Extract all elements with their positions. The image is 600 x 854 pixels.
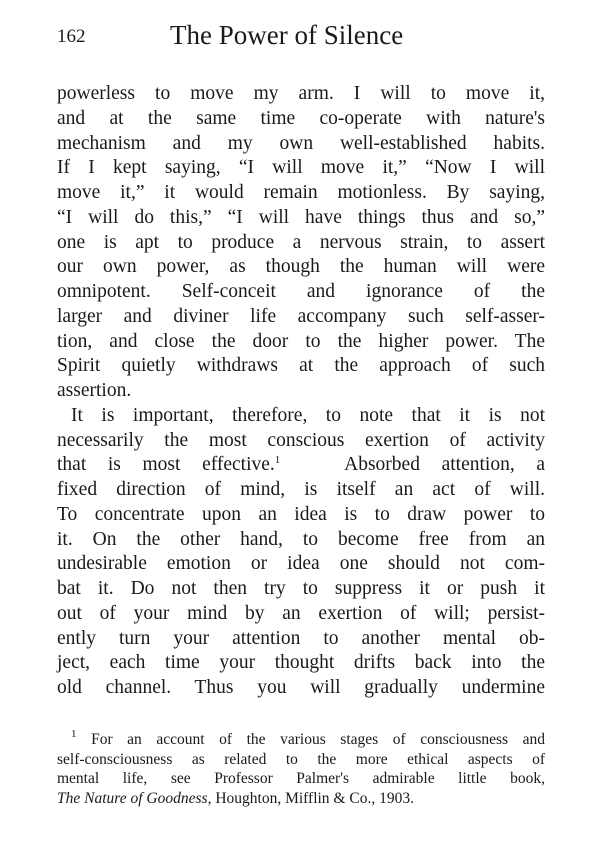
text-line: Spirit quietly withdraws at the approach of such <box>57 355 545 377</box>
footnote-line <box>57 730 545 750</box>
footnote <box>57 730 545 808</box>
text-line: omnipotent. Self-conceit and ignorance of the <box>57 281 545 302</box>
page-number: 162 <box>57 26 86 47</box>
text-line: “I will do this,” “I will have things thus and so,” <box>57 206 545 228</box>
footnote-marker: 1 <box>71 728 77 740</box>
text-line <box>57 453 545 478</box>
text-line: out of your mind by an exertion of will; persist- <box>57 602 545 624</box>
text-line: assertion. <box>57 380 132 401</box>
text-line: old channel. Thus you will gradually undermine <box>57 677 545 698</box>
text-line: powerless to move my arm. I will to move it, <box>57 83 545 104</box>
text-line: larger and diviner life accompany such self-asser- <box>57 305 545 327</box>
footnote-reference[interactable]: 1 <box>274 454 281 467</box>
text-line: bat it. Do not then try to suppress it or push it <box>57 578 545 599</box>
footnote-line <box>57 789 545 809</box>
text-segment: Absorbed attention, a <box>344 454 545 476</box>
text-line: ently turn your attention to another mental ob- <box>57 627 545 649</box>
text-line: and at the same time co-operate with nature's <box>57 107 545 129</box>
footnote-line: self-consciousness as related to the more ethical aspects of <box>57 750 545 768</box>
text-segment: that is most effective. <box>57 454 275 476</box>
text-line: our own power, as though the human will were <box>57 256 545 278</box>
text-line: If I kept saying, “I will move it,” “Now I will <box>57 157 545 179</box>
text-line: It is important, therefore, to note that it is not <box>71 404 545 426</box>
text-line: mechanism and my own well-established habits. <box>57 132 545 154</box>
book-title: The Nature of Goodness <box>57 789 208 807</box>
text-line: To concentrate upon an idea is to draw power to <box>57 503 545 525</box>
footnote-text: For an account of the various stages of consciousness and <box>91 731 545 748</box>
text-line: ject, each time your thought drifts back into the <box>57 652 545 674</box>
body-text <box>57 82 545 701</box>
running-title: The Power of Silence <box>170 20 404 50</box>
text-line: it. On the other hand, to become free from an <box>57 528 545 550</box>
text-line: one is apt to produce a nervous strain, to assert <box>57 231 545 253</box>
footnote-line: mental life, see Professor Palmer's admirable little book, <box>57 770 545 788</box>
text-line: undesirable emotion or idea one should not com- <box>57 553 545 575</box>
text-line: tion, and close the door to the higher power. The <box>57 330 545 352</box>
text-line: necessarily the most conscious exertion of activity <box>57 429 545 451</box>
footnote-text: , Houghton, Mifflin & Co., 1903. <box>207 789 414 807</box>
text-line: move it,” it would remain motionless. By saying, <box>57 182 545 203</box>
text-line: fixed direction of mind, is itself an act of will. <box>57 479 545 500</box>
